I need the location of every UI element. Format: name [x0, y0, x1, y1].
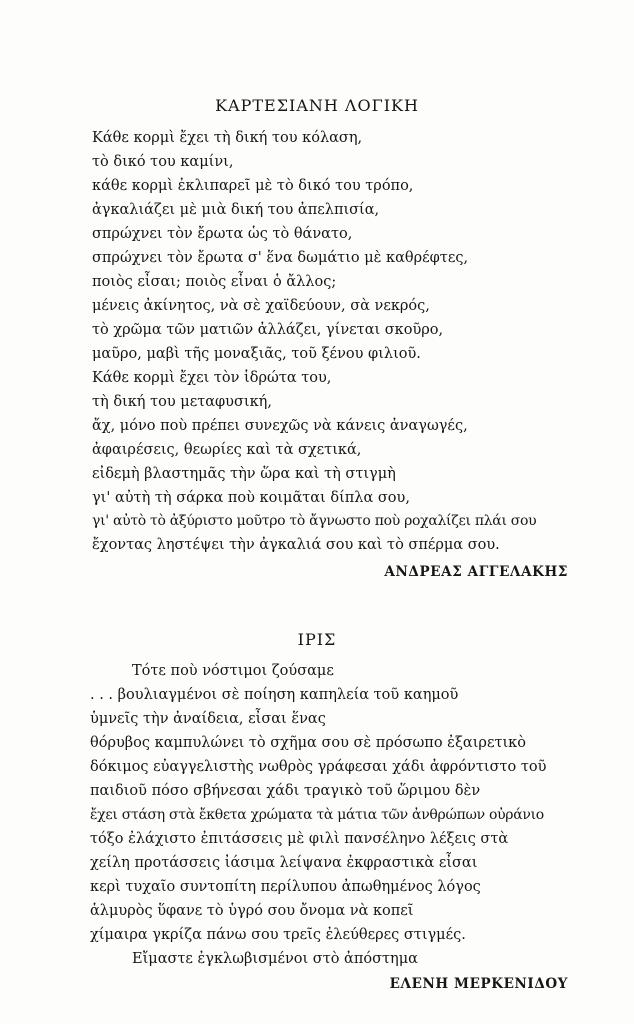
poem-line: σπρώχνει τὸν ἔρωτα σ' ἕνα δωμάτιο μὲ καθρέφτες,	[92, 250, 469, 266]
poem-line: χίμαιρα γκρίζα πάνω σου τρεῖς ἐλεύθερες στιγμές.	[90, 927, 466, 943]
poem-line: . . . βουλιαγμένοι σὲ ποίηση καπηλεία τοῦ καημοῦ	[90, 687, 459, 703]
poem-line: θόρυβος καμπυλώνει τὸ σχῆμα σου σὲ πρόσωπο ἐξαιρετικὸ	[90, 735, 526, 751]
poem-line: μαῦρο, μαβὶ τῆς μοναξιᾶς, τοῦ ξένου φιλιοῦ.	[92, 346, 421, 362]
poem-line: κάθε κορμὶ ἐκλιπαρεῖ μὲ τὸ δικό του τρόπο,	[92, 178, 414, 194]
poem-line: χείλη προτάσσεις ἰάσιμα λείψανα ἐκφραστικὰ εἶσαι	[90, 855, 478, 871]
poem-title: ΚΑΡΤΕΣΙΑΝΗ ΛΟΓΙΚΗ	[215, 96, 419, 115]
poem-line: ποιὸς εἶσαι; ποιὸς εἶναι ὁ ἄλλος;	[92, 274, 337, 290]
poem-line: μένεις ἀκίνητος, νὰ σὲ χαϊδεύουν, σὰ νεκρός,	[92, 298, 430, 314]
poem-line: κερὶ τυχαῖο συντοπίτη περίλυπου ἀπωθημένος λόγος	[90, 879, 481, 895]
poem-line: τὸ χρῶμα τῶν ματιῶν ἀλλάζει, γίνεται σκοῦρο,	[92, 322, 444, 338]
poem-line: δόκιμος εὐαγγελιστὴς νωθρὸς γράφεσαι χάδι ἀφρόντιστο τοῦ	[90, 759, 547, 775]
poem-line: Εἴμαστε ἐγκλωβισμένοι στὸ ἀπόστημα	[132, 951, 418, 967]
poem-author: ΕΛΕΝΗ ΜΕΡΚΕΝΙΔΟΥ	[389, 976, 568, 992]
poem-line: εἰδεμὴ βλαστημᾶς τὴν ὥρα καὶ τὴ στιγμὴ	[92, 466, 396, 482]
poem-line: τὸ δικό του καμίνι,	[92, 154, 234, 170]
poem-title: ΙΡΙΣ	[297, 630, 337, 649]
poem-line: ἀφαιρέσεις, θεωρίες καὶ τὰ σχετικά,	[92, 442, 362, 458]
poem-line: ἔχοντας ληστέψει τὴν ἀγκαλιά σου καὶ τὸ σπέρμα σου.	[92, 537, 500, 553]
poem-author: ΑΝΔΡΕΑΣ ΑΓΓΕΛΑΚΗΣ	[384, 564, 568, 580]
poem-line: τὴ δική του μεταφυσική,	[92, 394, 272, 410]
poem-line: γι' αὐτὴ τὴ σάρκα ποὺ κοιμᾶται δίπλα σου,	[92, 490, 410, 506]
poem-line: ὑμνεῖς τὴν ἀναίδεια, εἶσαι ἕνας	[90, 711, 326, 727]
poem-line: ἁλμυρὸς ὕφανε τὸ ὑγρό σου ὄνομα νὰ κοπεῖ	[90, 903, 414, 919]
poem-line: Κάθε κορμὶ ἔχει τὸν ἱδρώτα του,	[92, 370, 332, 386]
poem-line: Τότε ποὺ νόστιμοι ζούσαμε	[132, 663, 334, 679]
poem-line: σπρώχνει τὸν ἔρωτα ὡς τὸ θάνατο,	[92, 226, 353, 242]
poem-line: Κάθε κορμὶ ἔχει τὴ δική του κόλαση,	[92, 130, 363, 146]
poem-line: ἄχ, μόνο ποὺ πρέπει συνεχῶς νὰ κάνεις ἀναγωγές,	[92, 418, 468, 434]
poem-line: ἀγκαλιάζει μὲ μιὰ δική του ἀπελπισία,	[92, 202, 380, 218]
poem-line: ἔχει στάση στὰ ἔκθετα χρώματα τὰ μάτια τῶν ἀνθρώπων οὐράνιο	[90, 807, 544, 823]
poem-line: παιδιοῦ πόσο σβήνεσαι χάδι τραγικὸ τοῦ ὥριμου δὲν	[90, 783, 481, 799]
poem-line: τόξο ἐλάχιστο ἐπιτάσσεις μὲ φιλὶ πανσέληνο λέξεις στὰ	[90, 831, 509, 847]
poem-line: γι' αὐτὸ τὸ ἀξύριστο μοῦτρο τὸ ἄγνωστο ποὺ ροχαλίζει πλάι σου	[92, 513, 537, 529]
